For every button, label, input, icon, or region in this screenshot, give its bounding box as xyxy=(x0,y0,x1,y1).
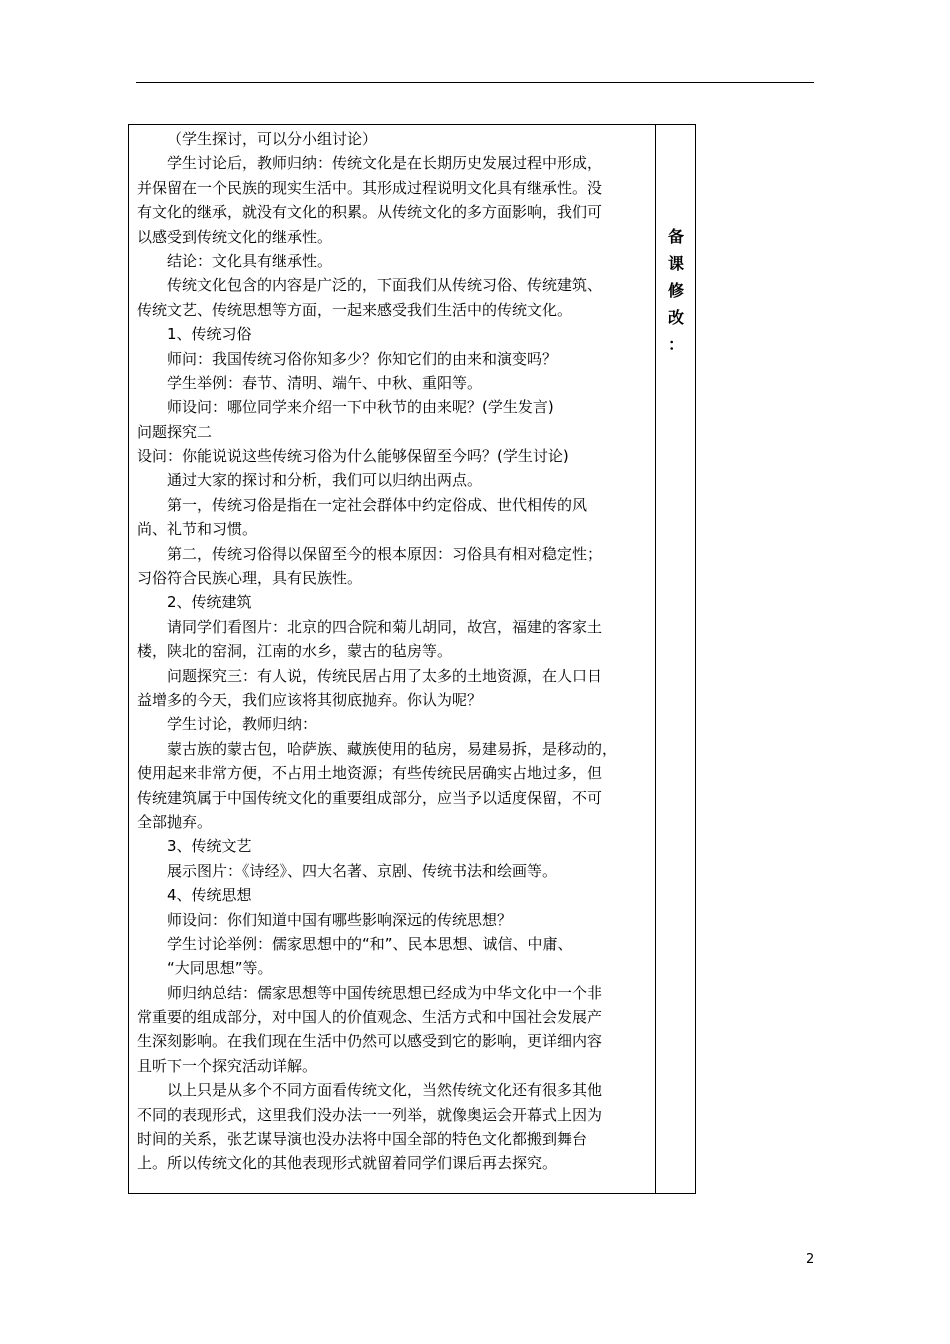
text-line: 上。所以传统文化的其他表现形式就留着同学们课后再去探究。 xyxy=(137,1154,558,1173)
text-line: 结论：文化具有继承性。 xyxy=(167,251,333,270)
text-line: 并保留在一个民族的现实生活中。其形成过程说明文化具有继承性。没 xyxy=(137,178,603,197)
text-line: 习俗符合民族心理，具有民族性。 xyxy=(137,569,363,588)
side-label-char: 修 xyxy=(667,281,684,300)
text-line: 益增多的今天，我们应该将其彻底抛弃。你认为呢？ xyxy=(137,690,483,709)
page-number: 2 xyxy=(806,1252,815,1267)
text-line: 学生举例：春节、清明、端午、中秋、重阳等。 xyxy=(167,373,483,392)
text-line: 尚、礼节和习惯。 xyxy=(137,520,258,539)
header-rule xyxy=(136,82,814,83)
revision-notes-label xyxy=(656,223,696,358)
text-line: 师设问：哪位同学来介绍一下中秋节的由来呢？(学生发言) xyxy=(167,398,554,417)
text-line: 生深刻影响。在我们现在生活中仍然可以感受到它的影响，更详细内容 xyxy=(137,1032,603,1051)
text-line: 蒙古族的蒙古包，哈萨族、藏族使用的毡房，易建易拆，是移动的， xyxy=(167,739,618,758)
text-line: 学生讨论后，教师归纳：传统文化是在长期历史发展过程中形成， xyxy=(167,154,603,173)
side-label-char: ： xyxy=(667,335,684,354)
text-line: 第一，传统习俗是指在一定社会群体中约定俗成、世代相传的风 xyxy=(167,495,588,514)
text-line: 传统文艺、传统思想等方面，一起来感受我们生活中的传统文化。 xyxy=(137,300,573,319)
text-line: “大同思想”等。 xyxy=(167,959,273,978)
side-label-char: 改 xyxy=(667,308,684,327)
text-line: （学生探讨，可以分小组讨论） xyxy=(167,130,378,148)
text-line: 楼，陕北的窑洞，江南的水乡，蒙古的毡房等。 xyxy=(137,642,453,661)
text-line: 1、传统习俗 xyxy=(167,325,252,344)
text-line: 不同的表现形式，这里我们没办法一一列举，就像奥运会开幕式上因为 xyxy=(137,1105,603,1124)
text-line: 问题探究二 xyxy=(137,422,213,441)
text-line: 师归纳总结：儒家思想等中国传统思想已经成为中华文化中一个非 xyxy=(167,983,603,1002)
text-line: 时间的关系，张艺谋导演也没办法将中国全部的特色文化都搬到舞台 xyxy=(137,1130,588,1149)
text-line: 以上只是从多个不同方面看传统文化，当然传统文化还有很多其他 xyxy=(167,1081,603,1100)
lesson-table xyxy=(128,124,696,1194)
lesson-content xyxy=(137,127,651,1176)
text-line: 常重要的组成部分，对中国人的价值观念、生活方式和中国社会发展产 xyxy=(137,1008,603,1027)
text-line: 4、传统思想 xyxy=(167,886,252,905)
side-label-char: 备 xyxy=(667,227,684,246)
text-line: 设问：你能说说这些传统习俗为什么能够保留至今吗？(学生讨论) xyxy=(137,447,569,466)
text-line: 师问：我国传统习俗你知多少？你知它们的由来和演变吗？ xyxy=(167,349,558,368)
text-line: 师设问：你们知道中国有哪些影响深远的传统思想？ xyxy=(167,910,513,929)
side-label-char: 课 xyxy=(667,254,684,273)
text-line: 3、传统文艺 xyxy=(167,837,252,856)
text-line: 请同学们看图片：北京的四合院和菊儿胡同，故宫，福建的客家土 xyxy=(167,617,603,636)
text-line: 第二，传统习俗得以保留至今的根本原因：习俗具有相对稳定性； xyxy=(167,544,603,563)
text-line: 且听下一个探究活动详解。 xyxy=(137,1056,318,1075)
text-line: 展示图片：《诗经》、四大名著、京剧、传统书法和绘画等。 xyxy=(167,861,558,880)
text-line: 通过大家的探讨和分析，我们可以归纳出两点。 xyxy=(167,471,483,490)
text-line: 以感受到传统文化的继承性。 xyxy=(137,227,333,246)
text-line: 问题探究三：有人说，传统民居占用了太多的土地资源，在人口日 xyxy=(167,666,603,685)
text-line: 全部抛弃。 xyxy=(137,812,213,831)
text-line: 使用起来非常方便，不占用土地资源；有些传统民居确实占地过多，但 xyxy=(137,764,603,783)
text-line: 2、传统建筑 xyxy=(167,593,252,612)
text-line: 传统建筑属于中国传统文化的重要组成部分，应当予以适度保留，不可 xyxy=(137,788,603,807)
text-line: 学生讨论举例：儒家思想中的“和”、民本思想、诚信、中庸、 xyxy=(167,934,573,953)
text-line: 传统文化包含的内容是广泛的，下面我们从传统习俗、传统建筑、 xyxy=(167,276,603,295)
text-line: 学生讨论，教师归纳： xyxy=(167,715,318,734)
text-line: 有文化的继承，就没有文化的积累。从传统文化的多方面影响，我们可 xyxy=(137,203,603,222)
